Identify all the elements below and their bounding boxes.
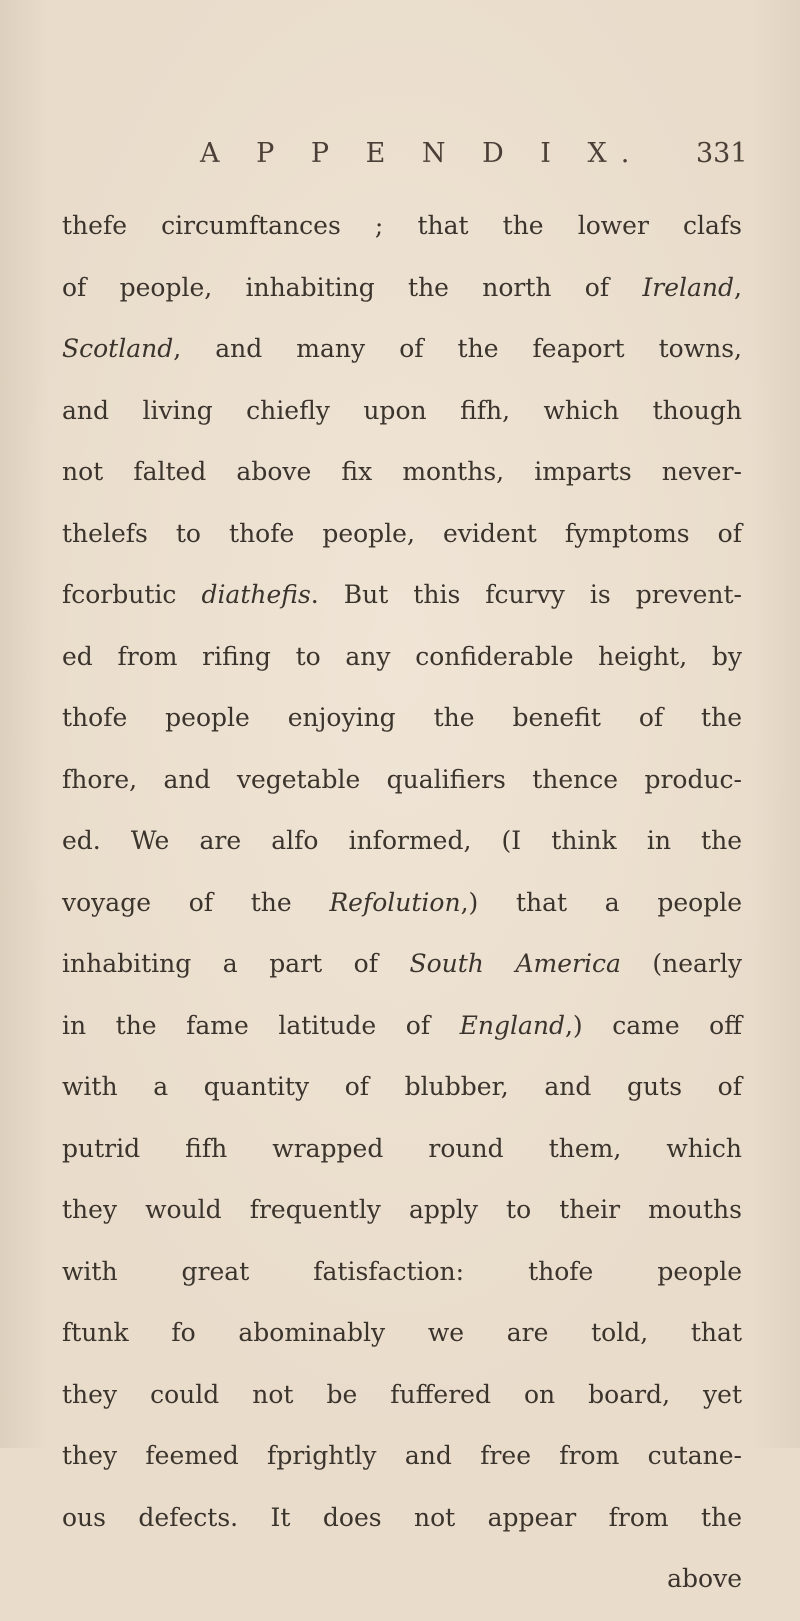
text-line bbox=[62, 391, 742, 453]
text-segment: ed from rifing to any confiderable height, by bbox=[62, 641, 742, 671]
text-segment: fcorbutic bbox=[62, 580, 202, 609]
italic-text: diathefis bbox=[201, 580, 311, 609]
text-line bbox=[62, 1375, 742, 1437]
running-head bbox=[0, 138, 800, 178]
text-segment: thefe circumftances ; that the lower clafs bbox=[62, 211, 742, 240]
text-segment: ,) came off bbox=[564, 1010, 742, 1040]
running-head-title: A P P E N D I X. bbox=[200, 138, 644, 169]
text-line bbox=[62, 637, 742, 699]
catchword bbox=[62, 1559, 742, 1621]
text-segment: they feemed fprightly and free from cutane- bbox=[62, 1441, 742, 1470]
text-line bbox=[62, 1436, 742, 1498]
text-segment: of people, inhabiting the north of bbox=[62, 272, 643, 302]
text-line bbox=[62, 1006, 742, 1068]
text-line bbox=[62, 821, 742, 883]
text-segment: fhore, and vegetable qualifiers thence produc- bbox=[62, 764, 742, 794]
text-segment: inhabiting a part of bbox=[62, 949, 410, 978]
text-line bbox=[62, 575, 742, 637]
text-segment: voyage of the bbox=[62, 887, 330, 917]
text-line bbox=[62, 1190, 742, 1252]
text-line bbox=[62, 1067, 742, 1129]
text-line bbox=[62, 514, 742, 576]
text-line bbox=[62, 944, 742, 1006]
body-text bbox=[62, 206, 742, 1621]
text-segment: above bbox=[667, 1564, 742, 1593]
text-segment: ftunk fo abominably we are told, that bbox=[62, 1318, 742, 1347]
text-segment: and living chiefly upon fifh, which though bbox=[62, 395, 742, 425]
text-segment: ed. We are alfo informed, (I think in the bbox=[62, 826, 742, 855]
text-segment: they would frequently apply to their mouths bbox=[62, 1195, 742, 1224]
text-segment: . But this fcurvy is prevent- bbox=[310, 580, 742, 609]
text-line bbox=[62, 1129, 742, 1191]
text-segment: putrid fifh wrapped round them, which bbox=[62, 1133, 742, 1163]
text-line bbox=[62, 1252, 742, 1314]
text-line bbox=[62, 1498, 742, 1560]
text-line bbox=[62, 452, 742, 514]
text-segment: ,) that a people bbox=[460, 887, 742, 917]
text-segment: with great fatisfaction: thofe people bbox=[62, 1256, 742, 1286]
italic-text: South America bbox=[409, 949, 621, 978]
text-segment: , and many of the feaport towns, bbox=[173, 334, 742, 363]
italic-text: Ireland bbox=[642, 272, 735, 302]
italic-text: Refolution bbox=[329, 887, 461, 917]
text-line bbox=[62, 1313, 742, 1375]
text-line bbox=[62, 329, 742, 391]
text-line bbox=[62, 760, 742, 822]
text-segment: they could not be fuffered on board, yet bbox=[62, 1379, 742, 1409]
text-line bbox=[62, 698, 742, 760]
text-segment: , bbox=[734, 272, 742, 302]
text-segment: thelefs to thofe people, evident fymptoms of bbox=[62, 518, 742, 548]
text-segment: ous defects. It does not appear from the bbox=[62, 1502, 742, 1532]
text-segment: thofe people enjoying the benefit of the bbox=[62, 703, 742, 732]
italic-text: Scotland bbox=[62, 334, 174, 363]
text-segment: not falted above fix months, imparts never- bbox=[62, 457, 742, 486]
text-line bbox=[62, 883, 742, 945]
italic-text: England bbox=[459, 1010, 565, 1040]
text-segment: with a quantity of blubber, and guts of bbox=[62, 1072, 742, 1101]
text-segment: in the fame latitude of bbox=[62, 1010, 460, 1040]
text-segment: (nearly bbox=[620, 949, 743, 978]
page-number: 331 bbox=[696, 138, 748, 169]
text-line bbox=[62, 268, 742, 330]
text-line bbox=[62, 206, 742, 268]
